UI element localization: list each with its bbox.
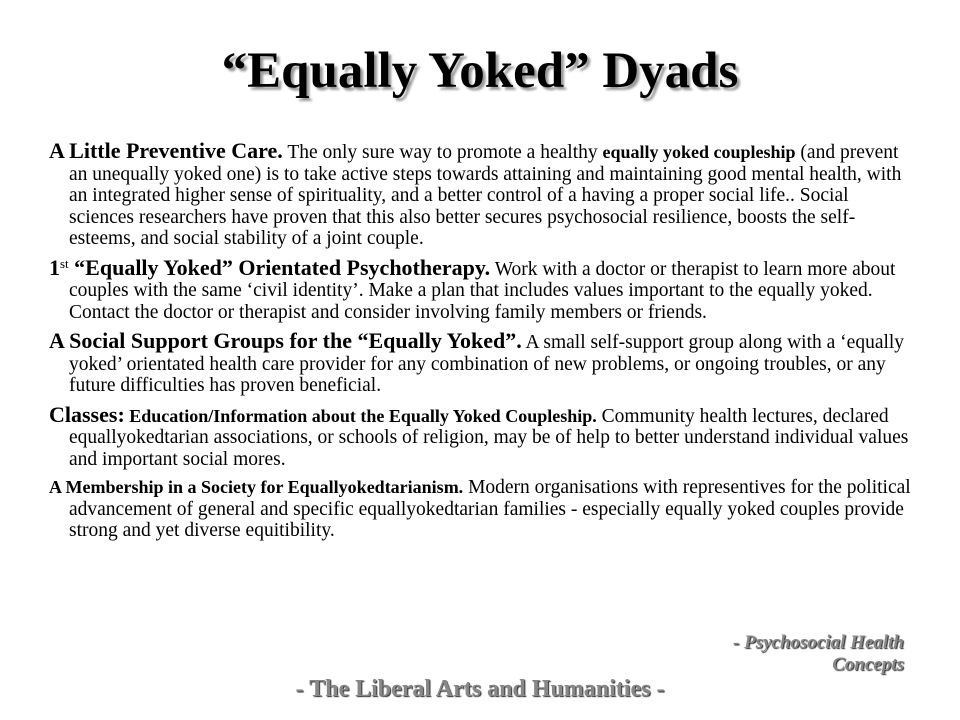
- paragraph-preventive-care: [49, 140, 911, 250]
- paragraph-heading: “Equally Yoked” Orientated Psychotherapy.: [68, 254, 491, 280]
- paragraph-subheading: Education/Information about the Equally Yoked Coupleship.: [124, 405, 597, 426]
- paragraph-text: The only sure way to promote a healthy: [282, 142, 603, 163]
- footer-source-line: - Psychosocial Health: [733, 632, 904, 653]
- paragraph-support-groups: [49, 330, 911, 397]
- paragraph-heading-number: 1: [49, 254, 60, 280]
- paragraph-emphasis: equally yoked coupleship: [602, 142, 796, 162]
- paragraph-text: A small self-support group along with a ‘equally yoked’ orientated health care provider for any combination of new problems, or ongoing troubles, or any future difficulties has proven beneficial.: [69, 332, 905, 396]
- paragraph-heading: Classes:: [49, 401, 125, 427]
- paragraph-classes: [49, 401, 911, 471]
- paragraph-heading: A Membership in a Society for Equallyokedtarianism.: [49, 477, 464, 497]
- paragraph-text: (and prevent an unequally yoked one) is to take active steps towards attaining and maintaining good mental health, with an integrated higher sense of spirituality, and a better control of a having a proper social life.. Social sciences researchers have proven that this also better secures psychosocial resilience, boosts the self-esteems, and social stability of a joint couple.: [69, 142, 902, 249]
- paragraph-heading: A Little Preventive Care.: [49, 138, 283, 163]
- footer-subtitle: - The Liberal Arts and Humanities -: [295, 676, 665, 702]
- footer-source-line: Concepts: [832, 654, 904, 675]
- paragraph-heading: A Social Support Groups for the “Equally Yoked”.: [49, 328, 522, 353]
- paragraph-heading-ordinal: st: [60, 255, 69, 271]
- paragraph-psychotherapy: [49, 254, 911, 324]
- paragraph-text: Work with a doctor or therapist to learn more about couples with the same ‘civil identity’. Make a plan that includes values important to the equally yoked. Contact the doctor or therapist and consider involving family members or friends.: [69, 258, 896, 323]
- paragraph-text: Modern organisations with representives for the political advancement of general and specific equallyokedtarian families - especially equally yoked couples provide strong and yet diverse equitibility.: [69, 477, 911, 541]
- content-body: [49, 140, 911, 549]
- footer-source: [733, 632, 904, 676]
- page-title: “Equally Yoked” Dyads: [221, 43, 739, 99]
- paragraph-text: Community health lectures, declared equallyokedtarian associations, or schools of religion, may be of help to better understand individual values and important social mores.: [69, 405, 909, 470]
- paragraph-membership: [49, 477, 911, 542]
